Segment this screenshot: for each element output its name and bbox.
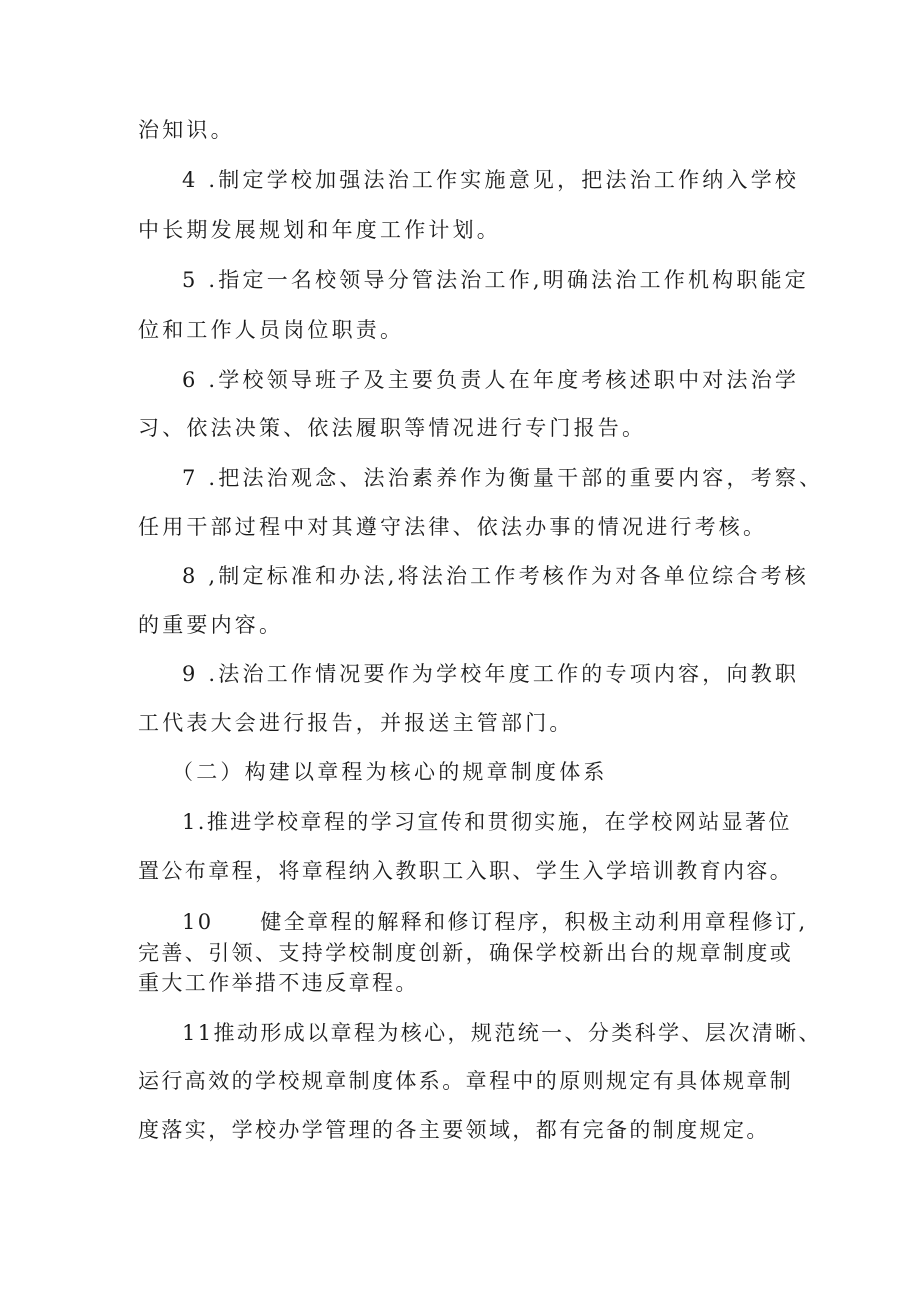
list-item-6-line-1: 6 .学校领导班子及主要负责人在年度考核述职中对法治学 [182,368,800,392]
list-item-7-line-1: 7 .把法治观念、法治素养作为衡量干部的重要内容，考察、 [182,466,824,490]
section-item-10-line-2: 完善、引领、支持学校制度创新，确保学校新出台的规章制度或 [138,941,794,965]
list-item-5-line-2: 位和工作人员岗位职责。 [138,318,405,342]
section-item-1-line-2: 置公布章程，将章程纳入教职工入职、学生入学培训教育内容。 [138,859,794,883]
section-item-11-line-2: 运行高效的学校规章制度体系。章程中的原则规定有具体规章制 [138,1069,794,1093]
section-item-11-line-1: 11推动形成以章程为核心，规范统一、分类科学、层次清晰、 [182,1021,822,1045]
list-item-9-line-2: 工代表大会进行报告，并报送主管部门。 [138,711,574,735]
list-item-4-line-1: 4 .制定学校加强法治工作实施意见，把法治工作纳入学校 [182,168,800,192]
list-item-4-line-2: 中长期发展规划和年度工作计划。 [138,218,501,242]
list-item-7-line-2: 任用干部过程中对其遵守法律、依法办事的情况进行考核。 [138,515,768,539]
section-item-10-line-1: 10 健全章程的解释和修订程序，积极主动利用章程修订, [182,910,808,934]
list-item-5-line-1: 5 .指定一名校领导分管法治工作,明确法治工作机构职能定 [182,268,809,292]
list-item-6-line-2: 习、依法决策、依法履职等情况进行专门报告。 [138,416,647,440]
list-item-8-line-1: 8 ,制定标准和办法,将法治工作考核作为对各单位综合考核 [182,564,809,588]
section-heading: （二）构建以章程为核心的规章制度体系 [172,760,608,784]
section-item-11-line-3: 度落实，学校办学管理的各主要领域，都有完备的制度规定。 [138,1118,770,1142]
list-item-9-line-1: 9 .法治工作情况要作为学校年度工作的专项内容，向教职 [182,662,800,686]
section-item-1-line-1: 1.推进学校章程的学习宣传和贯彻实施，在学校网站显著位 [182,810,792,834]
list-item-8-line-2: 的重要内容。 [138,613,284,637]
section-item-10-line-3: 重大工作举措不违反章程。 [138,971,419,995]
text-line: 治知识。 [138,118,235,142]
